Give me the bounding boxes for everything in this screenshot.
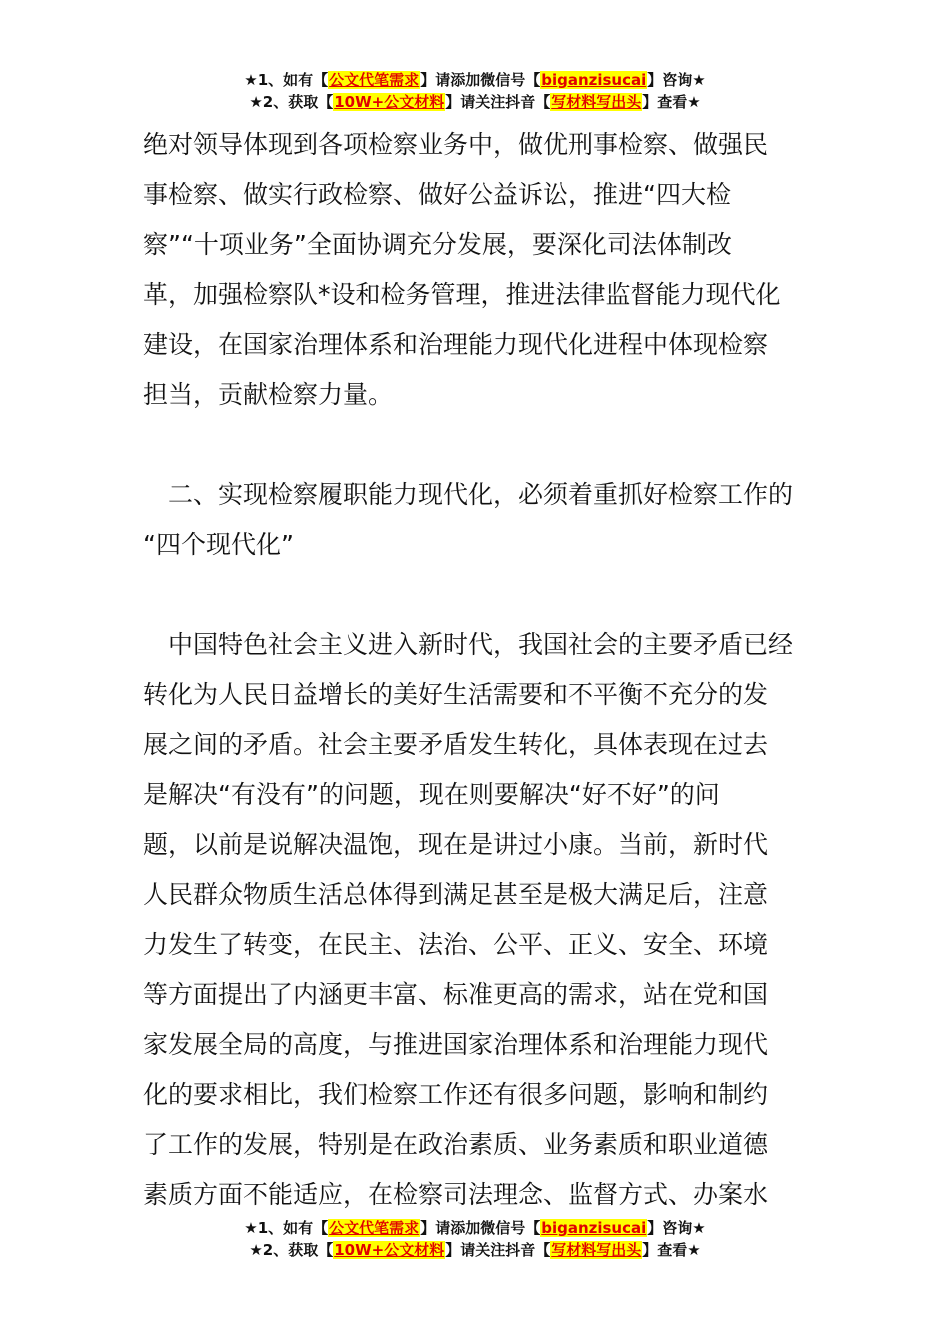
banner-text: 】查看★	[642, 93, 701, 111]
text-line: 化的要求相比，我们检察工作还有很多问题，影响和制约	[143, 1080, 769, 1109]
highlight-douyin-account: 写材料写出头	[551, 1241, 642, 1259]
highlight-douyin-account: 写材料写出头	[551, 93, 642, 111]
banner-text: 】咨询★	[647, 1219, 706, 1237]
banner-text: ★2、获取【	[249, 1241, 334, 1259]
text-line: 事检察、做实行政检察、做好公益诉讼，推进“四大检	[143, 180, 731, 209]
banner-text: ★2、获取【	[249, 93, 334, 111]
text-line: 绝对领导体现到各项检察业务中，做优刑事检察、做强民	[143, 130, 769, 159]
text-line: 担当，贡献检察力量。	[143, 380, 394, 409]
banner-line-1	[0, 69, 950, 91]
text-line: 转化为人民日益增长的美好生活需要和不平衡不充分的发	[143, 680, 769, 709]
text-line: 等方面提出了内涵更丰富、标准更高的需求，站在党和国	[143, 980, 769, 1009]
text-line: 建设，在国家治理体系和治理能力现代化进程中体现检察	[143, 330, 769, 359]
highlight-wechat-id: biganzisucai	[541, 1219, 647, 1237]
text-line: 素质方面不能适应，在检察司法理念、监督方式、办案水	[143, 1180, 769, 1209]
banner-text: 】请添加微信号【	[420, 1219, 541, 1237]
text-line: 中国特色社会主义进入新时代，我国社会的主要矛盾已经	[168, 630, 794, 659]
text-line: 题，以前是说解决温饱，现在是讲过小康。当前，新时代	[143, 830, 769, 859]
document-body	[143, 120, 807, 1220]
banner-text: 】查看★	[642, 1241, 701, 1259]
text-line: 革，加强检察队*设和检务管理，推进法律监督能力现代化	[143, 280, 781, 309]
heading-line: “四个现代化”	[143, 530, 294, 559]
banner-text: 】请关注抖音【	[445, 93, 551, 111]
section-heading	[143, 470, 807, 570]
banner-text: 】请关注抖音【	[445, 1241, 551, 1259]
text-line: 力发生了转变，在民主、法治、公平、正义、安全、环境	[143, 930, 769, 959]
banner-text: 】咨询★	[647, 71, 706, 89]
banner-text: 】请添加微信号【	[420, 71, 541, 89]
highlight-service: 公文代笔需求	[329, 71, 420, 89]
banner-text: ★1、如有【	[244, 1219, 329, 1237]
paragraph-spacer	[143, 420, 807, 470]
highlight-wechat-id: biganzisucai	[541, 71, 647, 89]
text-line: 人民群众物质生活总体得到满足甚至是极大满足后，注意	[143, 880, 769, 909]
text-line: 展之间的矛盾。社会主要矛盾发生转化，具体表现在过去	[143, 730, 769, 759]
footer-banner	[0, 1217, 950, 1261]
banner-line-2	[0, 91, 950, 113]
highlight-service: 公文代笔需求	[329, 1219, 420, 1237]
paragraph-1	[143, 120, 807, 420]
text-line: 是解决“有没有”的问题，现在则要解决“好不好”的问	[143, 780, 720, 809]
heading-line: 二、实现检察履职能力现代化，必须着重抓好检察工作的	[168, 480, 794, 509]
banner-text: ★1、如有【	[244, 71, 329, 89]
paragraph-spacer	[143, 570, 807, 620]
text-line: 了工作的发展，特别是在政治素质、业务素质和职业道德	[143, 1130, 769, 1159]
banner-line-1	[0, 1217, 950, 1239]
header-banner	[0, 69, 950, 113]
text-line: 家发展全局的高度，与推进国家治理体系和治理能力现代	[143, 1030, 769, 1059]
text-line: 察”“十项业务”全面协调充分发展，要深化司法体制改	[143, 230, 732, 259]
highlight-materials: 10W+公文材料	[334, 1241, 445, 1259]
highlight-materials: 10W+公文材料	[334, 93, 445, 111]
banner-line-2	[0, 1239, 950, 1261]
paragraph-2	[143, 620, 807, 1220]
